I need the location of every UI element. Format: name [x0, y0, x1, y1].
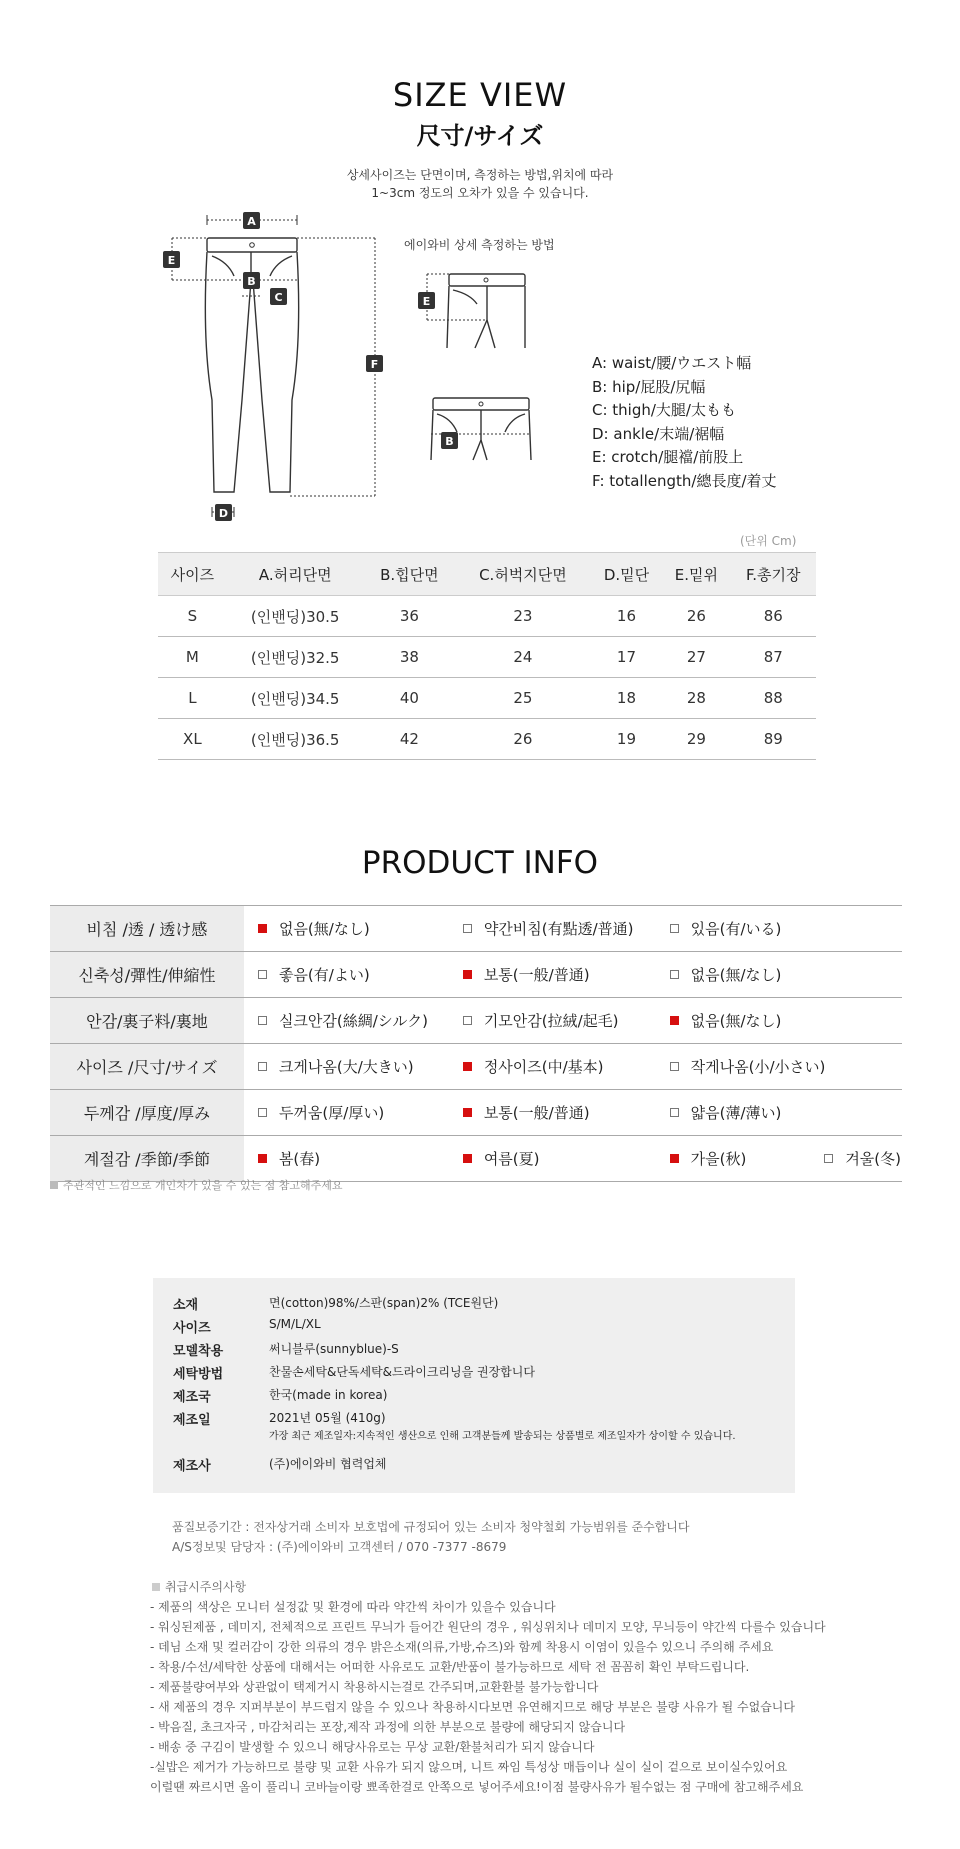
svg-text:D: D: [218, 507, 229, 520]
table-cell: 40: [364, 678, 455, 719]
care-line: - 배송 중 구김이 발생할 수 있으니 해당사유로는 무상 교환/환불처리가 되지 않습니다: [150, 1740, 595, 1754]
warranty-line: 품질보증기간 : 전자상거래 소비자 보호법에 규정되어 있는 소비자 청약철회 가능범위를 준수합니다: [172, 1520, 690, 1534]
info-row-lining: [50, 998, 902, 1044]
table-cell: 28: [662, 678, 730, 719]
table-cell: 24: [455, 637, 591, 678]
size-view-subtitle: 尺寸/サイズ: [416, 122, 544, 150]
table-cell: (인밴딩)30.5: [227, 596, 364, 637]
care-line: - 박음질, 초크자국 , 마감처리는 포장,제작 과정에 의한 부분으로 불량에 해당되지 않습니다: [150, 1720, 626, 1734]
info-option: 보통(一般/普通): [449, 1090, 656, 1136]
table-cell: L: [158, 678, 227, 719]
info-row-elasticity: [50, 952, 902, 998]
checkbox-empty-icon: [670, 924, 679, 933]
size-view-title: SIZE VIEW: [392, 76, 568, 114]
care-line: 이럴땐 짜르시면 올이 풀리니 코바늘이랑 뾰족한걸로 안쪽으로 넣어주세요!이점 불량사유가 될수없는 점 구매에 참고해주세요: [150, 1780, 804, 1794]
col-header: C.허벅지단면: [455, 553, 591, 596]
checkbox-empty-icon: [463, 924, 472, 933]
table-cell: M: [158, 637, 227, 678]
table-cell: 23: [455, 596, 591, 637]
table-cell: 26: [662, 596, 730, 637]
info-option: 좋음(有/よい): [244, 952, 449, 998]
checkbox-empty-icon: [258, 970, 267, 979]
checkbox-checked-icon: [463, 1108, 472, 1117]
info-label: 두께감 /厚度/厚み: [50, 1090, 244, 1136]
table-cell: 89: [731, 719, 816, 760]
svg-text:C: C: [274, 291, 283, 304]
size-table-header: [158, 553, 816, 596]
info-option: 여름(夏): [449, 1136, 656, 1182]
checkbox-checked-icon: [258, 924, 267, 933]
table-cell: (인밴딩)34.5: [227, 678, 364, 719]
col-header: A.허리단면: [227, 553, 364, 596]
measurement-legend: [592, 352, 777, 493]
info-label: 비침 /透 / 透け感: [50, 906, 244, 952]
svg-text:F: F: [370, 358, 379, 371]
info-option: 없음(無/なし): [656, 952, 902, 998]
checkbox-checked-icon: [670, 1016, 679, 1025]
info-option: 약간비침(有點透/普通): [449, 906, 656, 952]
info-label: 사이즈 /尺寸/サイズ: [50, 1044, 244, 1090]
pants-full-diagram: [150, 200, 390, 530]
table-cell: 16: [591, 596, 663, 637]
legend-item: E: crotch/腿襠/前股上: [592, 448, 744, 466]
svg-text:B: B: [445, 435, 454, 448]
legend-item: F: totallength/總長度/着丈: [592, 471, 777, 490]
table-row: [158, 678, 816, 719]
info-option: 기모안감(拉絨/起毛): [449, 998, 656, 1044]
info-option: 겨울(冬): [810, 1136, 902, 1182]
checkbox-empty-icon: [258, 1062, 267, 1071]
col-header: D.밑단: [591, 553, 663, 596]
table-cell: 17: [591, 637, 663, 678]
legend-item: B: hip/屁股/尻幅: [592, 377, 706, 396]
checkbox-checked-icon: [670, 1154, 679, 1163]
table-cell: S: [158, 596, 227, 637]
svg-text:E: E: [422, 295, 431, 308]
checkbox-empty-icon: [258, 1016, 267, 1025]
table-row: [158, 719, 816, 760]
table-cell: (인밴딩)32.5: [227, 637, 364, 678]
size-table: [158, 552, 816, 760]
info-option: 가을(秋): [656, 1136, 811, 1182]
badge-f-icon: [366, 355, 383, 372]
checkbox-empty-icon: [824, 1154, 833, 1163]
care-line: - 데님 소재 및 컬러감이 강한 의류의 경우 밝은소재(의류,가방,슈즈)와 함께 착용시 이염이 있을수 있으니 주의해 주세요: [150, 1640, 774, 1654]
svg-text:A: A: [247, 215, 256, 228]
info-option: 없음(無/なし): [656, 998, 902, 1044]
info-option: 작게나옴(小/小さい): [656, 1044, 902, 1090]
badge-b-icon: [243, 272, 260, 289]
size-note-line1: 상세사이즈는 단면이며, 측정하는 방법,위치에 따라: [346, 168, 614, 182]
col-header: F.총기장: [731, 553, 816, 596]
care-line: - 착용/수선/세탁한 상품에 대해서는 어떠한 사유로도 교환/반품이 불가능하므로 세탁 전 꼼꼼히 확인 부탁드립니다.: [150, 1660, 750, 1674]
info-option: 있음(有/いる): [656, 906, 902, 952]
table-cell: 25: [455, 678, 591, 719]
info-row-thickness: [50, 1090, 902, 1136]
legend-item: C: thigh/大腿/太もも: [592, 401, 736, 419]
info-option: 얇음(薄/薄い): [656, 1090, 902, 1136]
size-note-line2: 1~3cm 정도의 오차가 있을 수 있습니다.: [371, 186, 589, 200]
care-line: - 새 제품의 경우 지퍼부분이 부드럽지 않을 수 있으나 착용하시다보면 유연해지므로 해당 부분은 불량 사유가 될 수없습니다: [150, 1700, 795, 1714]
info-option: 크게나옴(大/大きい): [244, 1044, 449, 1090]
checkbox-checked-icon: [463, 970, 472, 979]
col-header: 사이즈: [158, 553, 227, 596]
info-label: 안감/裏子料/裏地: [50, 998, 244, 1044]
table-cell: (인밴딩)36.5: [227, 719, 364, 760]
care-line: - 제품불량여부와 상관없이 택제거시 착용하시는걸로 간주되며,교환환불 불가능합니다: [150, 1680, 599, 1694]
table-cell: XL: [158, 719, 227, 760]
info-label: 신축성/彈性/伸縮性: [50, 952, 244, 998]
table-cell: 29: [662, 719, 730, 760]
care-title: 취급시주의사항: [152, 1578, 246, 1595]
checkbox-empty-icon: [670, 1062, 679, 1071]
table-cell: 86: [731, 596, 816, 637]
svg-text:E: E: [167, 254, 176, 267]
as-info-line: A/S정보및 담당자 : (주)에이와비 고객센터 / 070 -7377 -8679: [172, 1540, 507, 1554]
badge-b-detail-icon: [441, 432, 458, 449]
table-row: [158, 596, 816, 637]
table-row: [158, 637, 816, 678]
legend-item: D: ankle/末端/裾幅: [592, 424, 725, 443]
info-option: 봄(春): [244, 1136, 449, 1182]
checkbox-empty-icon: [670, 970, 679, 979]
hip-detail-diagram: [425, 392, 545, 472]
care-line: -실밥은 제거가 가능하므로 불량 및 교환 사유가 되지 않으며, 니트 짜임 특성상 매듭이나 실이 실이 겉으로 보이실수있어요: [150, 1760, 788, 1774]
badge-a-icon: [243, 212, 260, 229]
info-label: 계절감 /季節/季節: [50, 1136, 244, 1182]
table-cell: 38: [364, 637, 455, 678]
table-cell: 88: [731, 678, 816, 719]
checkbox-empty-icon: [463, 1016, 472, 1025]
product-info-table: [50, 905, 902, 1182]
badge-e-detail-icon: [418, 292, 435, 309]
unit-label: (단위 Cm): [740, 534, 797, 548]
info-option: 정사이즈(中/基本): [449, 1044, 656, 1090]
info-row-season: [50, 1136, 902, 1182]
badge-d-icon: [215, 504, 232, 521]
care-line: - 워싱된제품 , 데미지, 전체적으로 프린트 무늬가 들어간 원단의 경우 , 워싱위치나 데미지 모양, 무늬등이 약간씩 다를수 있습니다: [150, 1620, 826, 1634]
detail-caption: 에이와비 상세 측정하는 방법: [404, 238, 555, 252]
table-cell: 18: [591, 678, 663, 719]
badge-c-icon: [270, 288, 287, 305]
svg-text:B: B: [247, 275, 256, 288]
table-cell: 42: [364, 719, 455, 760]
checkbox-empty-icon: [258, 1108, 267, 1117]
checkbox-checked-icon: [463, 1154, 472, 1163]
care-line: - 제품의 색상은 모니터 설정값 및 환경에 따라 약간씩 차이가 있을수 있습니다: [150, 1600, 556, 1614]
badge-e-icon: [163, 251, 180, 268]
table-cell: 87: [731, 637, 816, 678]
care-list: [150, 1597, 826, 1797]
info-option: 없음(無/なし): [244, 906, 449, 952]
product-info-title: PRODUCT INFO: [361, 845, 599, 881]
info-row-size: [50, 1044, 902, 1090]
product-info-note: 주관적인 느낌으로 개인차가 있을 수 있는 점 참고해주세요: [50, 1177, 343, 1193]
table-cell: 19: [591, 719, 663, 760]
info-row-sheerness: [50, 906, 902, 952]
table-cell: 36: [364, 596, 455, 637]
checkbox-checked-icon: [258, 1154, 267, 1163]
crotch-detail-diagram: [415, 268, 535, 358]
table-cell: 26: [455, 719, 591, 760]
info-option: 보통(一般/普通): [449, 952, 656, 998]
legend-item: A: waist/腰/ウエスト幅: [592, 354, 752, 372]
spec-box: 소재 면(cotton)98%/스판(span)2% (TCE원단) 사이즈 S/M/L/XL 모델착용 써니블루(sunnyblue)-S 세탁방법 찬물손세탁&단독세탁&드라이크리닝을 권장합니다 제조국 한국(made in korea) 제조일 2021년 05월 (410g) 가장 최근 제조일자:지속적인 생산으로 인해 고객분들께 발송되는 상품별로 제조일자가 상이할 수 있습니다. 제조사 (주)에이와비 협력업체: [153, 1278, 795, 1493]
col-header: B.힙단면: [364, 553, 455, 596]
table-cell: 27: [662, 637, 730, 678]
note-square-icon: [50, 1181, 58, 1189]
care-square-icon: [152, 1583, 160, 1591]
info-option: 두꺼움(厚/厚い): [244, 1090, 449, 1136]
info-option: 실크안감(絲綢/シルク): [244, 998, 449, 1044]
checkbox-empty-icon: [670, 1108, 679, 1117]
col-header: E.밑위: [662, 553, 730, 596]
checkbox-checked-icon: [463, 1062, 472, 1071]
